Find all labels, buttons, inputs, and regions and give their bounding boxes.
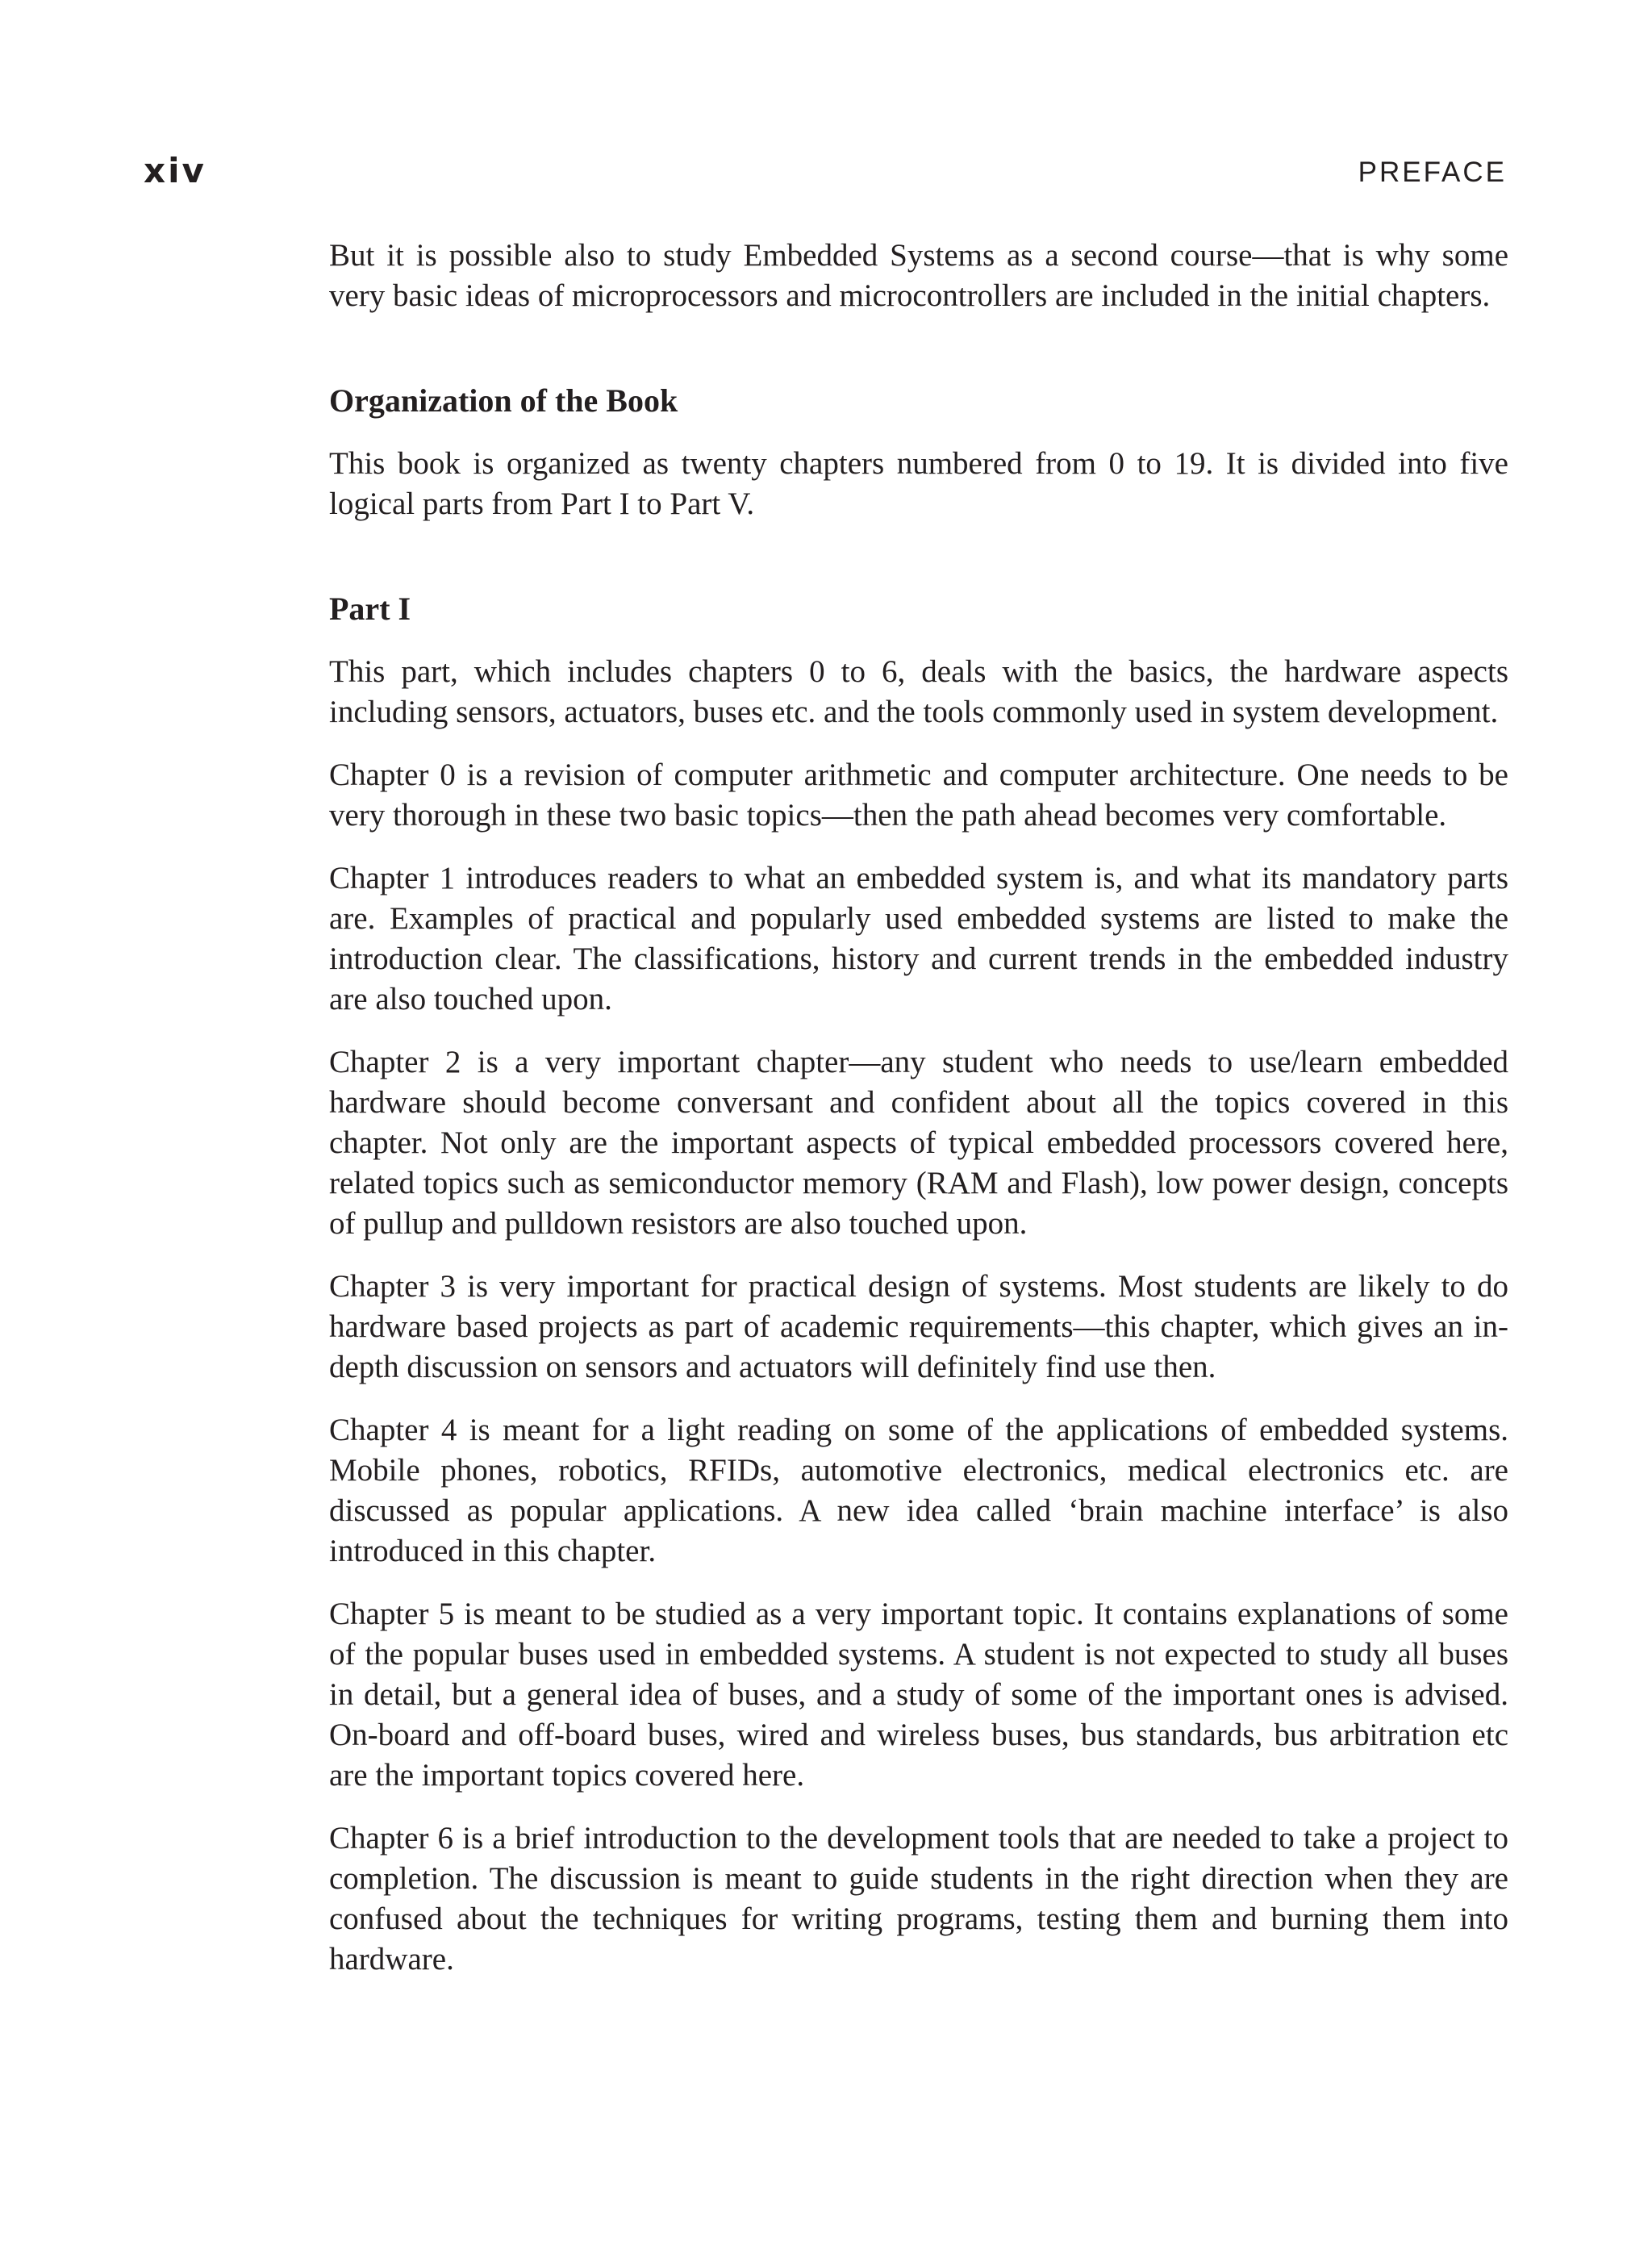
section-heading-part-1: Part I [329,591,411,627]
chapter-4-paragraph: Chapter 4 is meant for a light reading on some of the applications of embedded systems. Mobile phones, robotics, RFIDs, automotive electronics, medical electronics etc. are discussed as popular applications. A new idea called ‘brain machine interface’ is also introduced in this chapter. [329,1413,1508,1568]
part1-overview-paragraph: This part, which includes chapters 0 to 6, deals with the basics, the hardware aspects including sensors, actuators, buses etc. and the tools commonly used in system development. [329,654,1508,729]
running-head: PREFACE [1358,157,1507,188]
page-number: xiv [144,151,206,190]
chapter-1-paragraph: Chapter 1 introduces readers to what an embedded system is, and what its mandatory parts are. Examples of practical and popularly used embedded systems are listed to make the introduction clear. The classifications, history and current trends in the embedded industry are also touched upon. [329,861,1508,1016]
chapter-5-paragraph: Chapter 5 is meant to be studied as a very important topic. It contains explanations of some of the popular buses used in embedded systems. A student is not expected to study all buses in detail, but a general idea of buses, and a study of some of the important ones is advised. On-board and off-board buses, wired and wireless buses, bus standards, bus arbitration etc are the important topics covered here. [329,1597,1508,1793]
section-heading-organization: Organization of the Book [329,382,678,419]
chapter-6-paragraph: Chapter 6 is a brief introduction to the development tools that are needed to take a project to completion. The discussion is meant to guide students in the right direction when they are confused about the techniques for writing programs, testing them and burning them into hardware. [329,1821,1508,1977]
organization-paragraph: This book is organized as twenty chapters numbered from 0 to 19. It is divided into five logical parts from Part I to Part V. [329,446,1508,521]
page-body [329,236,1508,2002]
chapter-0-paragraph: Chapter 0 is a revision of computer arithmetic and computer architecture. One needs to be very thorough in these two basic topics—then the path ahead becomes very comfortable. [329,758,1508,833]
intro-paragraph: But it is possible also to study Embedded Systems as a second course—that is why some very basic ideas of microprocessors and microcontrollers are included in the initial chapters. [329,238,1508,313]
chapter-3-paragraph: Chapter 3 is very important for practical design of systems. Most students are likely to do hardware based projects as part of academic requirements—this chapter, which gives an in-depth discussion on sensors and actuators will definitely find use then. [329,1269,1508,1384]
chapter-2-paragraph: Chapter 2 is a very important chapter—any student who needs to use/learn embedded hardware should become conversant and confident about all the topics covered in this chapter. Not only are the important aspects of typical embedded processors covered here, related topics such as semiconductor memory (RAM and Flash), low power design, concepts of pullup and pulldown resistors are also touched upon. [329,1045,1508,1241]
